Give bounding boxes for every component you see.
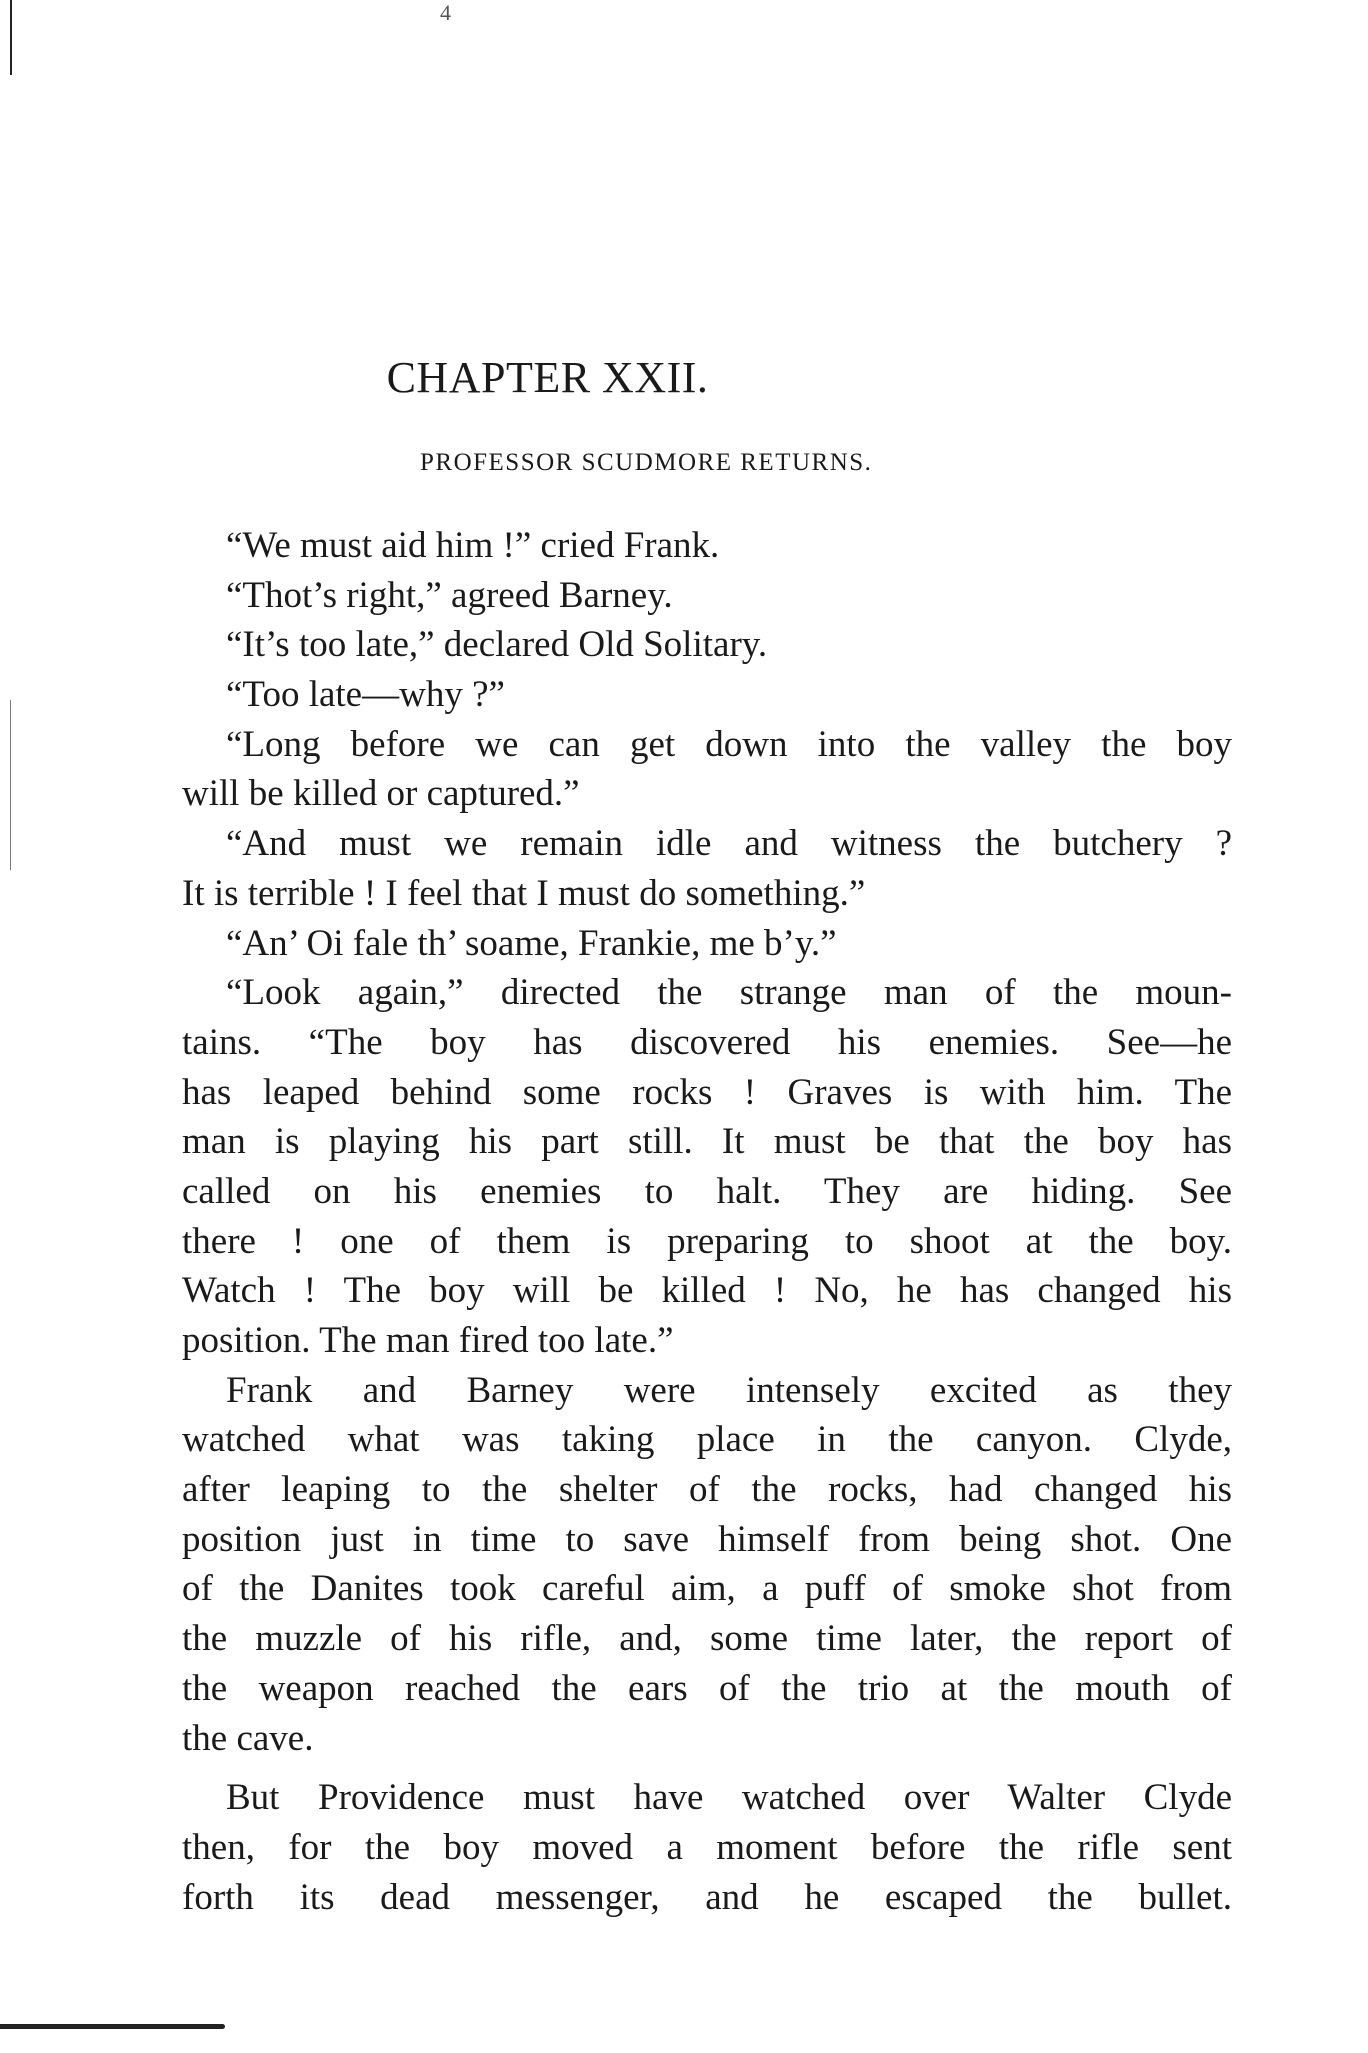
bottom-edge-mark xyxy=(0,2024,225,2029)
text-line: then, for the boy moved a moment before the rifle sent xyxy=(182,1826,1232,1868)
text-line: position just in time to save himself from being shot. One xyxy=(182,1518,1232,1560)
text-line: tains. “The boy has discovered his enemies. See—he xyxy=(182,1021,1232,1063)
text-line: “Too late—why ?” xyxy=(226,674,505,716)
text-line: the cave. xyxy=(182,1717,314,1759)
text-line: Frank and Barney were intensely excited as they xyxy=(226,1369,1232,1411)
text-line: “And must we remain idle and witness the butchery ? xyxy=(226,823,1232,865)
text-line: the weapon reached the ears of the trio at the mouth of xyxy=(182,1667,1232,1709)
text-line: after leaping to the shelter of the rocks, had changed his xyxy=(182,1469,1232,1511)
text-line: called on his enemies to halt. They are hiding. See xyxy=(182,1170,1232,1212)
page-number: 4 xyxy=(440,0,451,25)
text-line: will be killed or captured.” xyxy=(182,773,580,815)
text-line: watched what was taking place in the canyon. Clyde, xyxy=(182,1419,1232,1461)
text-line: there ! one of them is preparing to shoot at the boy. xyxy=(182,1220,1232,1262)
text-line: “It’s too late,” declared Old Solitary. xyxy=(226,624,768,666)
text-line: “Thot’s right,” agreed Barney. xyxy=(226,574,673,616)
chapter-title: CHAPTER XXII. xyxy=(386,353,709,402)
text-line: position. The man fired too late.” xyxy=(182,1320,674,1361)
text-line: man is playing his part still. It must be that the boy has xyxy=(182,1121,1232,1163)
body-text xyxy=(182,521,1232,1922)
text-line: “We must aid him !” cried Frank. xyxy=(226,525,720,566)
text-line: But Providence must have watched over Walter Clyde xyxy=(226,1777,1232,1819)
margin-line-mark xyxy=(10,700,11,870)
text-line: “Long before we can get down into the valley the boy xyxy=(226,723,1232,765)
text-line: “An’ Oi fale th’ soame, Frankie, me b’y.” xyxy=(226,922,837,964)
text-line: of the Danites took careful aim, a puff of smoke shot from xyxy=(182,1568,1232,1610)
text-line: the muzzle of his rifle, and, some time later, the report of xyxy=(182,1618,1232,1660)
text-line: Watch ! The boy will be killed ! No, he has changed his xyxy=(182,1270,1232,1312)
text-line: forth its dead messenger, and he escaped the bullet. xyxy=(182,1876,1232,1918)
text-line: “Look again,” directed the strange man of the moun- xyxy=(226,972,1232,1014)
text-line: It is terrible ! I feel that I must do something.” xyxy=(182,872,866,914)
text-line: has leaped behind some rocks ! Graves is with him. The xyxy=(182,1071,1232,1113)
margin-line-mark xyxy=(10,0,12,75)
chapter-subtitle: PROFESSOR SCUDMORE RETURNS. xyxy=(420,449,873,476)
